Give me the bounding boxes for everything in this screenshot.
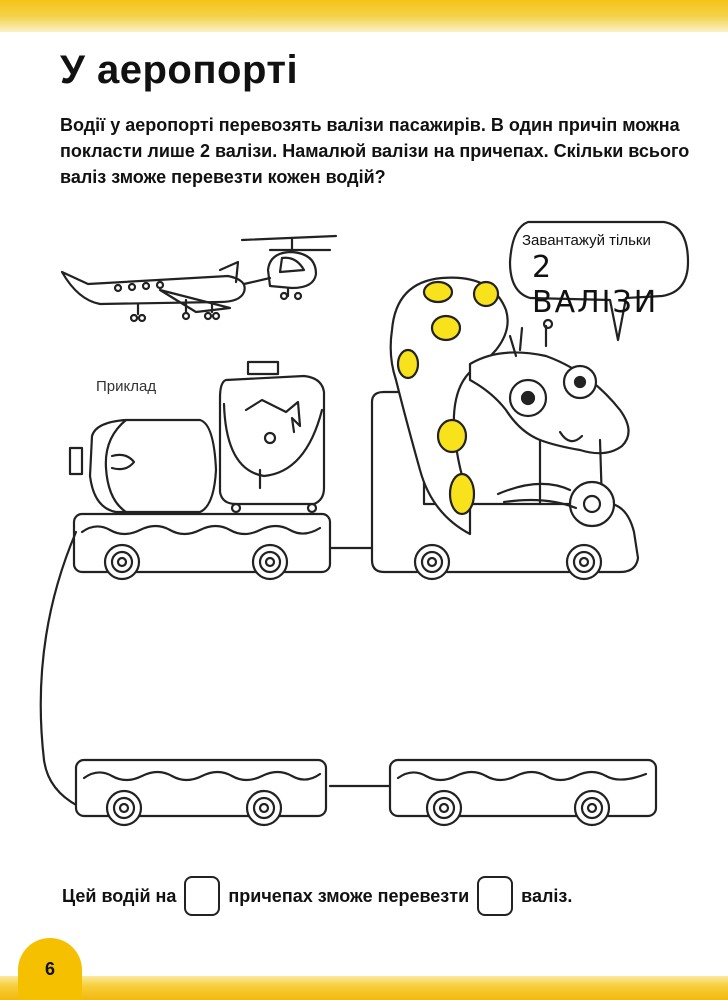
page-title: У аеропорті xyxy=(60,48,299,92)
page-number: 6 xyxy=(44,958,55,979)
helicopter-icon xyxy=(242,236,336,299)
wheel-icon xyxy=(253,545,287,579)
task-instructions: Водії у аеропорті перевозять валізи пасажирів. В один причіп можна покласти лише 2 валізи. Намалюй валізи на причепах. Скільки всього валіз зможе перевезти кожен водій? xyxy=(60,115,690,187)
trailers-count-box[interactable] xyxy=(184,876,220,916)
answer-text-part2: причепах зможе перевезти xyxy=(228,885,470,906)
wheel-icon xyxy=(415,545,449,579)
answer-text-part3: валіз. xyxy=(521,885,573,906)
bottom-yellow-band xyxy=(0,976,728,1000)
wheel-icon xyxy=(247,791,281,825)
speech-bubble-line1: Завантажуй тільки xyxy=(522,232,651,249)
wheel-icon xyxy=(107,791,141,825)
giraffe-driver xyxy=(372,278,638,579)
wheel-icon xyxy=(575,791,609,825)
trailer-empty-2 xyxy=(390,760,656,825)
airplane-icon xyxy=(62,262,245,321)
wheel-icon xyxy=(427,791,461,825)
tow-link xyxy=(41,532,78,806)
wheel-icon xyxy=(105,545,139,579)
answer-text-part1: Цей водій на xyxy=(62,885,177,906)
suitcases-count-box[interactable] xyxy=(477,876,513,916)
trailer-example xyxy=(74,514,330,579)
trailer-empty-1 xyxy=(76,760,326,825)
speech-bubble-line2: 2 ВАЛІЗИ xyxy=(532,250,659,320)
example-label: Приклад xyxy=(96,378,157,395)
suitcase-icon xyxy=(220,362,324,512)
wheel-icon xyxy=(567,545,601,579)
cylinder-suitcase-icon xyxy=(70,420,216,512)
page-number-badge xyxy=(18,938,82,1000)
answer-sentence xyxy=(62,876,572,916)
